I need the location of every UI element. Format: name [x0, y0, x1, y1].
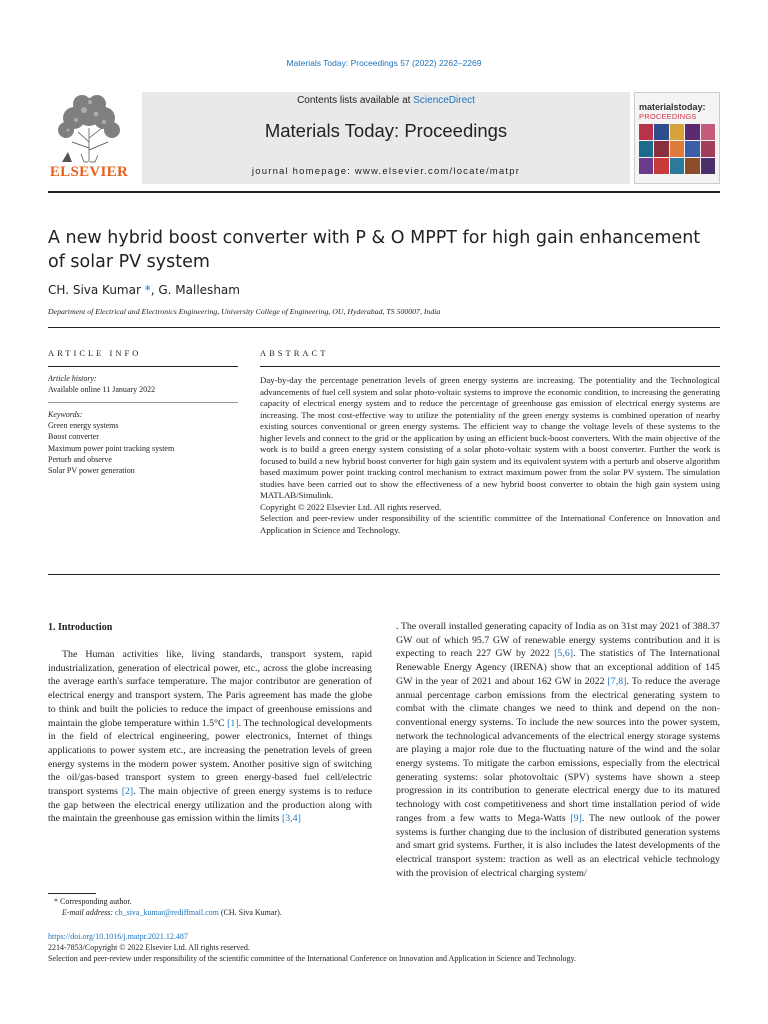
sciencedirect-link[interactable]: ScienceDirect: [413, 95, 475, 106]
tree-logo-icon: [48, 92, 130, 164]
contents-line: [142, 95, 630, 106]
cover-tile: [639, 141, 653, 157]
citation-link[interactable]: [1]: [227, 717, 239, 729]
bottom-review-note: Selection and peer-review under responsibility of the scientific committee of the International Conference on Innovation and Application in Science and Technology.: [48, 954, 576, 963]
journal-homepage[interactable]: journal homepage: www.elsevier.com/locate/matpr: [251, 166, 521, 177]
footnote-mark: *: [54, 897, 58, 906]
history-divider: [48, 402, 238, 403]
cover-tile: [701, 141, 715, 157]
issn-copyright: 2214-7853/Copyright © 2022 Elsevier Ltd. All rights reserved.: [48, 943, 250, 952]
history-label: Article history:: [48, 374, 97, 383]
header-divider: [48, 191, 720, 193]
intro-paragraph-part1: The Human activities like, living standards, transport system, rapid industrialization, generation of electrical power, etc., across the globe increasing the average earth's surface temperature. The major contributor are generation of electrical energy and transport system. The Paris agreement has made the globe to think and built the policies to reduce the impact of greenhouse emissions and maintain the globe temperature within 1.5°C [1]. The technological developments in the field of electrical engineering, power electronics, Internet of things applications to power system etc., are increasing the penetration levels of green energy systems in the modern power system. Another positive sign of switching the oil/gas-based transport system to green energy-based fuel cell/electric transport systems [2]. The main objective of green energy systems is to reduce the gap between the electrical energy utilization and the production along with the maintain the greenhouse gas emission within the limits [3,4]: [48, 649, 372, 825]
abstract: [260, 375, 720, 536]
cover-title: materialstoday:: [639, 102, 706, 112]
cover-tile: [685, 124, 699, 140]
abstract-bottom-divider: [48, 574, 720, 575]
citation-link[interactable]: [3,4]: [281, 813, 301, 825]
cover-tile: [701, 158, 715, 174]
keyword-item: Maximum power point tracking system: [48, 443, 175, 453]
cover-tile: [685, 158, 699, 174]
cover-tile: [701, 124, 715, 140]
publisher-name: ELSEVIER: [49, 164, 129, 180]
author-1: CH. Siva Kumar: [48, 283, 141, 297]
journal-title: Materials Today: Proceedings: [264, 120, 508, 141]
email-label: E-mail address:: [62, 908, 116, 917]
abstract-divider: [260, 366, 720, 367]
keywords-label: Keywords:: [48, 410, 83, 419]
keywords-block: [48, 409, 248, 476]
footnote-divider: [48, 893, 96, 894]
body-column-right: [396, 620, 720, 880]
cover-tile: [639, 124, 653, 140]
article-history: [48, 373, 238, 395]
email-footnote: [62, 908, 282, 917]
intro-paragraph-part2: . The overall installed generating capacity of India as on 31st may 2021 of 388.37 GW out of which 95.7 GW of renewable energy systems contribution and it is expecting to reach 227 GW by 2022 [5,6]. The statistics of The International Renewable Energy Agency (IRENA) show that an exceptional addition of 145 GW in the year of 2021 and about 162 GW in 2022 [7,8]. To reduce the average annual percentage carbon emissions from the electrical generating system to combat with the climate changes we need to think and depend on the non-conventional energy systems. To include the new sources into the power system, network the technological advancements of the electrical energy storage systems are playing a major role due to the fluctuating nature of the wind and the solar energy systems. To mitigate the carbon emissions, especially from the electrical generating systems: solar photovoltaic (SPV) systems have shown a steep progression in its contribution to generate electrical energy due to its matured technology with cost competitiveness and short time installation period of wide ranges from a few watts to Mega-Watts [9]. The new outlook of the power systems is further changing due to the inclusion of distributed generation systems and smart grid systems. Further, it is also includes the latest developments of the electrical transport system: traction as well as an electrical vehicle technology with the provision of electrical charging system/: [396, 621, 720, 879]
journal-citation[interactable]: Materials Today: Proceedings 57 (2022) 2262–2269: [286, 58, 482, 68]
cover-tile: [654, 124, 668, 140]
corresponding-author-mark[interactable]: *: [144, 283, 151, 297]
doi-link[interactable]: https://doi.org/10.1016/j.matpr.2021.12.487: [48, 932, 188, 941]
cover-tile: [654, 141, 668, 157]
paper-title: A new hybrid boost converter with P & O MPPT for high gain enhancement of solar PV system: [48, 228, 701, 272]
abstract-heading: ABSTRACT: [260, 348, 329, 358]
keyword-item: Solar PV power generation: [48, 466, 135, 476]
email-suffix: (CH. Siva Kumar).: [218, 908, 282, 917]
cover-mosaic: [639, 124, 715, 174]
cover-tile: [670, 141, 684, 157]
cover-tile: [670, 124, 684, 140]
citation-link[interactable]: [2]: [121, 786, 134, 798]
abstract-review: Selection and peer-review under responsibility of the scientific committee of the International Conference on Innovation and Application in Science and Technology.: [260, 513, 720, 535]
cover-subtitle: PROCEEDINGS: [639, 112, 697, 121]
citation-link[interactable]: [5,6]: [554, 648, 574, 660]
article-info-divider: [48, 366, 238, 367]
cover-tile: [670, 158, 684, 174]
keyword-item: Perturb and observe: [48, 454, 112, 464]
body-column-left: [48, 648, 372, 826]
cover-tile: [685, 141, 699, 157]
citation-link[interactable]: [9]: [570, 812, 582, 824]
history-value: Available online 11 January 2022: [48, 385, 156, 395]
journal-cover-thumbnail: [634, 92, 720, 184]
article-info-heading: ARTICLE INFO: [48, 348, 142, 358]
author-separator: ,: [150, 283, 159, 297]
keyword-item: Green energy systems: [48, 421, 119, 431]
section-heading-introduction: 1. Introduction: [48, 622, 113, 633]
affiliation: Department of Electrical and Electronics Engineering, University College of Engineering, OU, Hyderabad, TS 500007, India: [48, 307, 441, 316]
author-line: [48, 283, 240, 297]
title-divider: [48, 327, 720, 328]
keyword-item: Boost converter: [48, 432, 99, 442]
contents-prefix: Contents lists available at: [297, 95, 414, 106]
corresponding-footnote: [54, 897, 132, 906]
citation-link[interactable]: [7,8]: [607, 675, 627, 687]
abstract-copyright: Copyright © 2022 Elsevier Ltd. All rights reserved.: [260, 501, 442, 512]
cover-tile: [654, 158, 668, 174]
cover-tile: [639, 158, 653, 174]
author-2: G. Mallesham: [158, 283, 240, 297]
abstract-body: Day-by-day the percentage penetration levels of green energy systems are increasing. The potentiality and the Technological advancements of fuel cell system and solar photo-voltaic systems to improve the economic condition, to increasing the generating capacity of electrical energy system and to reduce the percentage of greenhouse gas emission of electrical energy systems are increasing. The most cost-effective way to utilize the potentiality of the green energy systems is combined operation of nearby existing sources conventional or green energy systems. The efficient way to change the voltage levels of these systems to the higher levels and connect to the grid or the application by using an efficient buck-boost converters. With the main objective of the work is to build a green energy system consisting of a solar photo-voltaic system with a boost converter. Further the work is focused to build a new hybrid boost converter for high gain system and its equivalent system with a perturb and observe algorithm based maximum power point tracking control mechanism to extract maximum power from the solar PV system. The simulation studies have been carried out to show the effectiveness of a new hybrid boost converter to obtain the high gain system using MATLAB/Simulink.: [260, 375, 720, 500]
footnote-text: Corresponding author.: [60, 897, 132, 906]
email-link[interactable]: ch_siva_kumar@rediffmail.com: [115, 908, 219, 917]
